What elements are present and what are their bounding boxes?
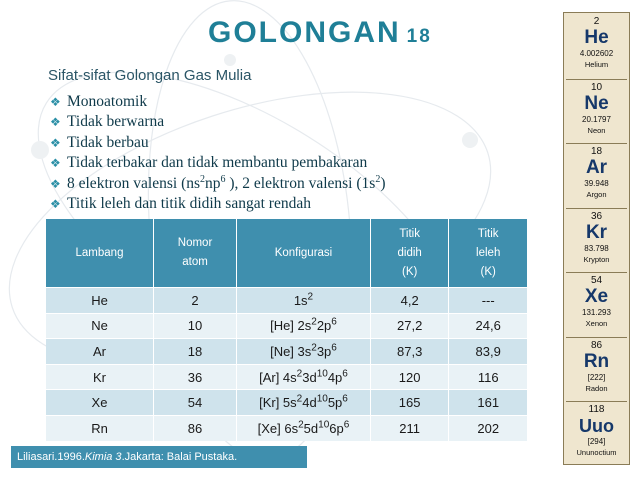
superscript: 2	[200, 173, 206, 185]
element-mass: 4.002602	[579, 49, 614, 58]
element-number: 18	[590, 146, 603, 157]
property-text-part: )	[380, 174, 386, 192]
periodic-table-column	[563, 12, 630, 465]
element-mass: 83.798	[584, 243, 609, 253]
citation-book-title: Kimia 3	[84, 451, 122, 463]
element-name: Ununoctium	[576, 448, 617, 457]
property-item	[50, 133, 385, 153]
cell-boiling-point: 211	[370, 415, 449, 440]
header-line: leleh	[476, 246, 501, 259]
title-number: 18	[406, 26, 432, 47]
cell-melting-point: 161	[449, 390, 527, 416]
config-superscript: 2	[296, 368, 303, 380]
element-mass: 39.948	[584, 179, 609, 188]
header-line: (K)	[401, 265, 418, 278]
cell-configuration	[237, 415, 371, 440]
element-number: 86	[590, 339, 603, 351]
header-nomor-atom	[154, 219, 237, 288]
config-text: [Ar] 4s	[259, 369, 297, 385]
diamond-bullet-icon: ❖	[50, 115, 61, 130]
config-superscript: 6	[342, 393, 348, 405]
diamond-bullet-icon: ❖	[50, 156, 61, 171]
property-text: Tidak berwarna	[67, 113, 165, 131]
citation-author: Liliasari.1996.	[17, 451, 85, 463]
config-text: 3p	[316, 343, 332, 359]
config-text: 4d	[302, 395, 317, 411]
noble-gas-table	[46, 219, 527, 441]
element-tile	[566, 14, 627, 79]
cell-configuration	[237, 339, 371, 365]
config-text: 5d	[303, 420, 319, 436]
cell-symbol: He	[46, 288, 154, 314]
cell-boiling-point: 165	[370, 390, 449, 416]
header-line: Titik	[477, 227, 499, 240]
header-line: atom	[182, 256, 208, 268]
config-text: 4p	[327, 369, 343, 385]
diamond-bullet-icon: ❖	[50, 135, 61, 150]
element-number: 36	[590, 210, 603, 222]
element-tile	[566, 272, 627, 338]
title-word: GOLONGAN	[208, 16, 401, 49]
superscript: 6	[220, 173, 226, 185]
table-header-row	[46, 219, 527, 288]
diamond-bullet-icon: ❖	[50, 95, 61, 109]
config-superscript: 2	[296, 393, 303, 405]
cell-melting-point: 202	[449, 415, 527, 440]
header-line: Nomor	[177, 237, 213, 249]
cell-configuration	[237, 313, 371, 339]
config-text: 1s	[293, 292, 308, 308]
config-superscript: 2	[307, 291, 314, 303]
header-line: didih	[397, 246, 422, 259]
element-tile	[566, 79, 627, 145]
element-symbol: Uuo	[579, 416, 614, 436]
element-tile	[566, 401, 627, 467]
element-symbol: He	[584, 27, 609, 48]
cell-boiling-point: 4,2	[370, 288, 449, 314]
element-number: 10	[590, 81, 603, 93]
config-text: [Xe] 6s	[257, 420, 299, 436]
element-symbol: Xe	[584, 286, 609, 307]
element-name: Helium	[584, 60, 609, 69]
citation-publisher: .Jakarta: Balai Pustaka.	[121, 451, 238, 463]
property-text: Tidak terbakar dan tidak membantu pembakaran	[67, 154, 368, 172]
cell-melting-point: 24,6	[449, 313, 527, 339]
config-superscript: 6	[331, 317, 337, 329]
citation	[11, 446, 307, 468]
cell-configuration	[237, 390, 371, 416]
header-konfigurasi: Konfigurasi	[237, 219, 371, 288]
property-item	[50, 112, 385, 132]
property-item	[50, 92, 385, 112]
cell-symbol: Ar	[46, 339, 154, 365]
element-tile	[566, 208, 627, 274]
config-superscript: 6	[343, 419, 350, 431]
property-item	[50, 174, 385, 194]
cell-atomic-number: 86	[154, 415, 237, 440]
cell-melting-point: 116	[449, 364, 527, 390]
header-line: Titik	[399, 227, 420, 240]
element-name: Xenon	[585, 319, 608, 328]
cell-symbol: Ne	[46, 313, 154, 339]
table-body	[46, 288, 527, 441]
table-row	[46, 364, 527, 390]
cell-configuration	[237, 364, 371, 390]
config-text: 5p	[327, 395, 343, 411]
page-title	[208, 16, 488, 56]
config-superscript: 10	[316, 393, 328, 405]
config-superscript: 6	[342, 368, 348, 380]
property-text: Tidak berbau	[67, 133, 149, 151]
config-superscript: 6	[331, 342, 337, 354]
table-row	[46, 288, 527, 314]
element-symbol: Rn	[583, 350, 610, 372]
element-mass: 131.293	[582, 308, 611, 317]
element-mass: [294]	[587, 437, 606, 446]
header-line: (K)	[480, 265, 496, 278]
subtitle: Sifat-sifat Golongan Gas Mulia	[48, 67, 252, 84]
config-text: [He] 2s	[270, 318, 312, 334]
header-titik-leleh	[449, 219, 527, 288]
cell-symbol: Rn	[46, 415, 154, 440]
cell-melting-point: ---	[449, 288, 527, 314]
cell-atomic-number: 54	[154, 390, 237, 416]
cell-boiling-point: 87,3	[370, 339, 449, 365]
superscript: 2	[375, 173, 381, 185]
cell-boiling-point: 27,2	[370, 313, 449, 339]
element-symbol: Kr	[585, 221, 608, 243]
header-lambang: Lambang	[46, 219, 154, 288]
cell-atomic-number: 10	[154, 313, 237, 339]
cell-boiling-point: 120	[370, 364, 449, 390]
config-superscript: 10	[318, 419, 330, 431]
element-name: Krypton	[583, 254, 610, 264]
cell-symbol: Kr	[46, 364, 154, 390]
config-text: 6p	[329, 420, 344, 436]
properties-list	[50, 92, 385, 214]
element-tile	[566, 337, 627, 403]
element-symbol: Ar	[585, 157, 608, 178]
diamond-bullet-icon: ❖	[50, 176, 61, 191]
element-mass: [222]	[587, 372, 606, 382]
property-text-part: np	[205, 174, 221, 192]
cell-atomic-number: 18	[154, 339, 237, 365]
property-item	[50, 153, 385, 173]
element-number: 118	[588, 404, 605, 415]
config-superscript: 10	[316, 368, 328, 380]
cell-symbol: Xe	[46, 390, 154, 416]
cell-configuration	[237, 288, 371, 314]
property-text-part: ), 2 elektron valensi (1s	[225, 174, 376, 192]
table-row	[46, 313, 527, 339]
element-name: Radon	[585, 383, 608, 393]
element-number: 54	[590, 275, 603, 286]
element-symbol: Ne	[584, 92, 609, 114]
config-superscript: 2	[311, 317, 317, 329]
config-text: [Kr] 5s	[259, 395, 297, 411]
header-titik-didih	[370, 219, 449, 288]
diamond-bullet-icon: ❖	[50, 196, 61, 211]
element-tile	[566, 143, 627, 209]
config-text: 2p	[316, 318, 332, 334]
config-text: [Ne] 3s	[270, 343, 312, 359]
config-superscript: 2	[298, 419, 304, 431]
element-name: Neon	[587, 125, 606, 135]
config-superscript: 2	[311, 342, 317, 354]
cell-melting-point: 83,9	[449, 339, 527, 365]
table-row	[46, 390, 527, 416]
element-mass: 20.1797	[582, 114, 611, 124]
cell-atomic-number: 36	[154, 364, 237, 390]
element-number: 2	[593, 16, 600, 27]
element-name: Argon	[586, 190, 607, 199]
property-text-part: 8 elektron valensi (ns	[67, 174, 201, 192]
property-item	[50, 194, 385, 214]
cell-atomic-number: 2	[154, 288, 237, 314]
property-text: Titik leleh dan titik didih sangat rendah	[67, 194, 311, 212]
table-row	[46, 339, 527, 365]
table-row	[46, 415, 527, 440]
config-text: 3d	[302, 369, 317, 385]
property-text: Monoatomik	[67, 93, 148, 110]
